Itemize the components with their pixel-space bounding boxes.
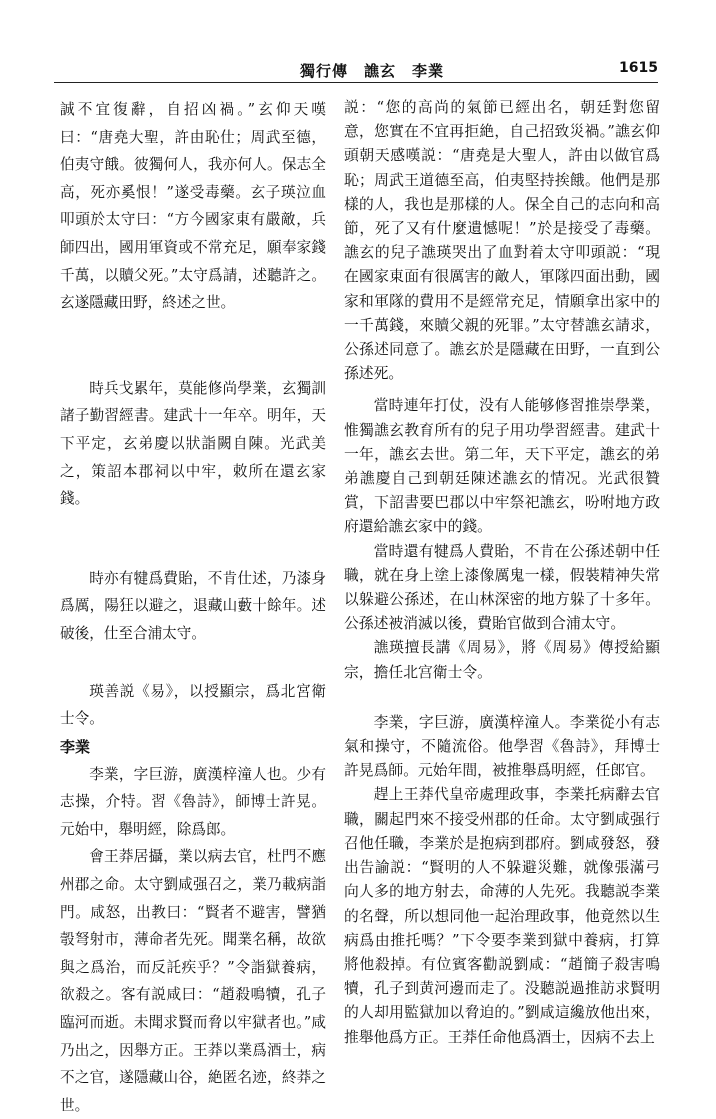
classical-paragraph-4: 瑛善説《易》，以授顯宗，爲北宮衛士令。: [60, 682, 326, 728]
classical-paragraph-1: 誠不宜復辭，自招凶禍。”玄仰天嘆曰：“唐堯大聖，許由恥仕；周武至德，伯夷守餓。彼獨何人，我亦何人。保志全高，死亦奚恨！”遂受毒藥。玄子瑛泣血叩頭於太守曰：“方今國家東有嚴敵，兵師四出，國用軍資或不常充足，願奉家錢千萬，以贖父死。”太守爲請，述聽許之。玄遂隱藏田野，終述之世。: [60, 101, 326, 312]
page-number: 1615: [619, 60, 658, 76]
classical-paragraph-2: 時兵戈累年，莫能修尚學業，玄獨訓諸子勤習經書。建武十一年卒。明年，天下平定，玄弟慶以狀詣闕自陳。光武美之，策詔本郡祠以中牢，敕所在還玄家錢。: [60, 379, 326, 508]
page-header: [0, 58, 716, 82]
translation-paragraph-5: 李業，字巨游，廣漢梓潼人。李業從小有志氣和操守，不隨流俗。他學習《魯詩》，拜博士許晃爲師。元始年間，被推舉爲明經，任郎官。: [344, 713, 660, 780]
classical-paragraph-3: 時亦有犍爲費貽，不肯仕述，乃漆身爲厲，陽狂以避之，退藏山藪十餘年。述破後，仕至合浦太守。: [60, 569, 326, 642]
classical-paragraph-5: 李業，字巨游，廣漢梓潼人也。少有志操，介特。習《魯詩》，師博士許晃。元始中，舉明經，除爲郎。: [60, 765, 326, 838]
translation-paragraph-1: 説：“您的高尚的氣節已經出名，朝廷對您留意，您實在不宜再拒絶，自己招致災禍。”譙玄仰頭朝天感嘆説：“唐堯是大聖人，許由以做官爲恥；周武王道德至高，伯夷堅持挨餓。他們是那樣的人，我也是那樣的人。保全自己的志向和高節，死了又有什麼遺憾呢！”於是接受了毒藥。譙玄的兒子譙瑛哭出了血對着太守叩頭説：“現在國家東面有很厲害的敵人，軍隊四面出動，國家和軍隊的費用不是經常充足，情願拿出家中的一千萬錢，來贖父親的死罪。”太守替譙玄請求，公孫述同意了。譙玄於是隱藏在田野，一直到公孫述死。: [344, 99, 660, 383]
translation-paragraph-6: 趕上王莽代皇帝處理政事，李業托病辭去官職，關起門來不接受州郡的任命。太守劉咸强行召他任職，李業於是抱病到郡府。劉咸發怒，發出告諭説：“賢明的人不躲避災難，就像張滿弓向人多的地方射去，命薄的人先死。我聽説李業的名聲，所以想同他一起治理政事，他竟然以生病爲由推托嗎？”下令要李業到獄中養病，打算將他殺掉。有位賓客勸説劉咸：“趙簡子殺害鳴犢，孔子到黄河邊而走了。没聽説過推訪求賢明的人却用監獄加以脅迫的。”劉咸這纔放他出來，推舉他爲方正。王莽任命他爲酒士，因病不去上: [344, 786, 660, 1046]
running-title: 獨行傳 譙玄 李業: [300, 62, 445, 80]
header-rule: [54, 82, 658, 83]
translation-column: [344, 96, 660, 1050]
section-heading: 李業: [60, 737, 91, 756]
translation-paragraph-2: 當時連年打仗，没有人能够修習推崇學業，惟獨譙玄教育所有的兒子用功學習經書。建武十一年，譙玄去世。第二年，天下平定，譙玄的弟弟譙慶自己到朝廷陳述譙玄的情况。光武很贊賞，下詔書要巴郡以中牢祭祀譙玄，吩咐地方政府還給譙玄家中的錢。: [344, 397, 660, 536]
classical-paragraph-6: 會王莽居攝，業以病去官，杜門不應州郡之命。太守劉咸强召之，業乃載病詣門。咸怒，出教曰：“賢者不避害，譬猶彀弩射市，薄命者先死。聞業名稱，故欲與之爲治，而反託疾乎？”令詣獄養病，欲殺之。客有説咸曰：“趙殺鳴犢，孔子臨河而逝。未聞求賢而脅以牢獄者也。”咸乃出之，因舉方正。王莽以業爲酒士，病不之官，遂隱藏山谷，絶匿名迹，終莽之世。: [60, 848, 326, 1114]
translation-paragraph-3: 當時還有犍爲人費貽，不肯在公孫述朝中任職，就在身上塗上漆像厲鬼一樣，假裝精神失常以躲避公孫述，在山林深密的地方躲了十多年。公孫述被消滅以後，費貽官做到合浦太守。: [344, 542, 660, 633]
translation-paragraph-4: 譙瑛擅長講《周易》，將《周易》傳授給顯宗，擔任北宫衛士令。: [344, 639, 660, 681]
classical-text-column: [60, 96, 326, 1119]
